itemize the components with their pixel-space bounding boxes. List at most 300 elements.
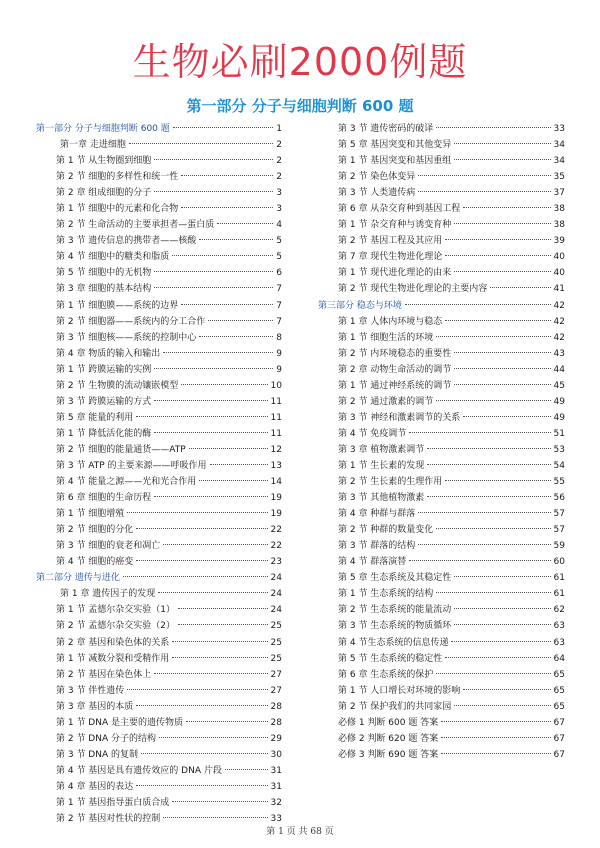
toc-right-column [318, 121, 565, 763]
toc-entry-label: 第 2 节 保护我们的共同家园 [338, 701, 452, 712]
toc-entry[interactable] [36, 298, 282, 314]
toc-entry-label: 第 2 节 基因对性状的控制 [56, 814, 161, 825]
toc-entry-label: 第 2 节 种群的数量变化 [338, 525, 434, 536]
dot-leader [463, 207, 550, 208]
toc-entry[interactable] [318, 185, 565, 201]
toc-entry-label: 第 4 节 基因是具有遗传效应的 DNA 片段 [56, 765, 222, 776]
toc-entry[interactable] [36, 651, 282, 667]
dot-leader [154, 368, 273, 369]
toc-entry[interactable] [36, 410, 282, 426]
toc-entry-label: 第 2 节 通过激素的调节 [338, 396, 434, 407]
toc-page-number: 4 [276, 220, 282, 231]
toc-page-number: 22 [270, 525, 282, 536]
toc-entry[interactable] [36, 763, 282, 779]
dot-leader [154, 432, 267, 433]
toc-entry[interactable] [318, 474, 565, 490]
toc-entry[interactable] [318, 362, 565, 378]
toc-entry-label: 第 2 节 细胞的分化 [56, 525, 134, 536]
toc-entry[interactable] [318, 635, 565, 651]
toc-entry-label: 第 1 节 细胞中的元素和化合物 [56, 204, 179, 215]
dot-leader [454, 159, 550, 160]
toc-page-number: 34 [553, 140, 565, 151]
dot-leader [173, 127, 274, 128]
toc-page-number: 2 [276, 172, 282, 183]
toc-entry-label: 第一部分 分子与细胞判断 600 题 [36, 124, 170, 134]
dot-leader [159, 737, 268, 738]
toc-page-number: 24 [270, 589, 282, 600]
toc-entry[interactable] [36, 137, 282, 153]
toc-page-number: 32 [270, 797, 282, 808]
toc-page-number: 3 [276, 188, 282, 199]
toc-entry-label: 第 4 章 物质的输入和输出 [56, 348, 161, 359]
toc-entry[interactable] [318, 378, 565, 394]
toc-entry[interactable] [36, 699, 282, 715]
toc-entry-label: 第 3 节 跨膜运输的方式 [56, 396, 152, 407]
toc-page-number: 10 [270, 380, 282, 391]
dot-leader [186, 721, 268, 722]
toc-part-entry[interactable] [36, 121, 282, 137]
toc-entry-label: 第 3 节 生态系统的物质循环 [338, 621, 452, 632]
toc-entry[interactable] [36, 586, 282, 602]
toc-entry[interactable] [318, 442, 565, 458]
toc-entry-label: 第 3 章 细胞的基本结构 [56, 284, 152, 295]
dot-leader [405, 304, 551, 305]
toc-entry-label: 第 3 节 遗传密码的破译 [338, 124, 434, 134]
dot-leader [123, 576, 268, 577]
dot-leader [154, 271, 273, 272]
dot-leader [454, 576, 550, 577]
toc-entry[interactable] [36, 394, 282, 410]
toc-page-number: 2 [276, 156, 282, 167]
dot-leader [181, 304, 273, 305]
toc-entry[interactable] [318, 217, 565, 233]
toc-entry[interactable] [318, 265, 565, 281]
toc-entry-label: 第 3 节 遗传信息的携带者——核酸 [56, 236, 197, 247]
dot-leader [454, 143, 550, 144]
toc-entry[interactable] [36, 618, 282, 634]
toc-page-number: 42 [553, 332, 565, 343]
toc-entry[interactable] [36, 249, 282, 265]
toc-entry-label: 第二部分 遗传与进化 [36, 573, 120, 584]
dot-leader [154, 400, 267, 401]
toc-entry-label: 第 4 节 能量之源——光和光合作用 [56, 477, 197, 488]
toc-entry[interactable] [318, 490, 565, 506]
toc-page-number: 53 [553, 444, 565, 455]
toc-page-number: 5 [276, 236, 282, 247]
toc-entry-label: 第 4 章 种群与群落 [338, 509, 416, 520]
toc-entry-label: 第 2 章 组成细胞的分子 [56, 188, 152, 199]
toc-entry[interactable] [36, 201, 282, 217]
toc-page-number: 1 [276, 124, 282, 134]
dot-leader [163, 352, 273, 353]
toc-entry[interactable] [36, 233, 282, 249]
toc-entry[interactable] [318, 169, 565, 185]
toc-entry[interactable] [318, 394, 565, 410]
toc-entry[interactable] [318, 618, 565, 634]
toc-entry-label: 第 1 节 细胞生活的环境 [338, 332, 434, 343]
dot-leader [154, 287, 273, 288]
toc-page-number: 60 [553, 557, 565, 568]
toc-page-number: 57 [553, 525, 565, 536]
toc-entry-label: 第 3 章 基因的本质 [56, 701, 134, 712]
toc-entry[interactable] [318, 667, 565, 683]
toc-entry[interactable] [36, 506, 282, 522]
toc-entry[interactable] [36, 683, 282, 699]
toc-page-number: 61 [553, 573, 565, 584]
dot-leader [490, 287, 550, 288]
toc-left-column [36, 121, 282, 827]
toc-entry-label: 第 2 节 孟德尔杂交实验（2） [56, 621, 176, 632]
toc-entry-label: 第 1 节 降低活化能的酶 [56, 428, 152, 439]
toc-entry-label: 第三部分 稳态与环境 [318, 300, 402, 311]
toc-page-number: 34 [553, 156, 565, 167]
dot-leader [154, 191, 273, 192]
toc-page-number: 28 [270, 717, 282, 728]
toc-entry[interactable] [318, 346, 565, 362]
toc-entry-label: 第 3 节 人类遗传病 [338, 188, 416, 199]
toc-page-number: 62 [553, 605, 565, 616]
toc-page-number: 65 [553, 701, 565, 712]
toc-page-number: 37 [553, 188, 565, 199]
toc-page-number: 67 [553, 733, 565, 744]
toc-entry[interactable] [318, 506, 565, 522]
dot-leader [136, 560, 267, 561]
toc-entry[interactable] [36, 314, 282, 330]
toc-entry-label: 第 5 章 基因突变和其他变异 [338, 140, 452, 151]
toc-page-number: 7 [276, 284, 282, 295]
toc-entry-label: 第 1 节 生态系统的结构 [338, 589, 434, 600]
dot-leader [136, 785, 267, 786]
toc-entry-label: 第 1 节 从生物圈到细胞 [56, 156, 152, 167]
toc-page-number: 28 [270, 701, 282, 712]
toc-entry-label: 第 1 章 遗传因子的发现 [60, 589, 156, 600]
toc-page-number: 44 [553, 364, 565, 375]
toc-page-number: 23 [270, 557, 282, 568]
toc-entry[interactable] [318, 201, 565, 217]
toc-entry-label: 第 4 章 基因的表达 [56, 781, 134, 792]
dot-leader [163, 817, 267, 818]
toc-page-number: 7 [276, 300, 282, 311]
toc-entry[interactable] [36, 281, 282, 297]
toc-page-number: 11 [270, 428, 282, 439]
toc-entry[interactable] [36, 265, 282, 281]
toc-entry[interactable] [36, 362, 282, 378]
dot-leader [136, 528, 267, 529]
toc-entry-label: 第一章 走进细胞 [60, 140, 126, 151]
toc-entry-label: 必修 2 判断 620 题 答案 [338, 733, 439, 744]
dot-leader [181, 384, 267, 385]
dot-leader [172, 255, 273, 256]
toc-entry[interactable] [318, 281, 565, 297]
dot-leader [427, 496, 550, 497]
dot-leader [418, 191, 550, 192]
toc-page-number: 9 [276, 364, 282, 375]
toc-entry[interactable] [318, 538, 565, 554]
toc-entry-label: 第 1 节 跨膜运输的实例 [56, 364, 152, 375]
dot-leader [225, 769, 268, 770]
toc-entry[interactable] [36, 602, 282, 618]
toc-page-number: 63 [553, 621, 565, 632]
toc-entry-label: 第 2 章 动物生命活动的调节 [338, 364, 452, 375]
toc-entry-label: 第 4 节 细胞中的糖类和脂质 [56, 252, 170, 263]
dot-leader [158, 592, 267, 593]
toc-entry[interactable] [318, 747, 565, 763]
toc-page-number: 13 [270, 460, 282, 471]
toc-page-number: 12 [270, 444, 282, 455]
toc-entry[interactable] [36, 554, 282, 570]
toc-page-number: 65 [553, 669, 565, 680]
toc-entry-label: 第 1 节 细胞膜——系统的边界 [56, 300, 179, 311]
dot-leader [441, 753, 550, 754]
toc-page-number: 30 [270, 749, 282, 760]
toc-entry[interactable] [318, 699, 565, 715]
toc-page-number: 24 [270, 605, 282, 616]
toc-page-number: 45 [553, 380, 565, 391]
toc-page-number: 31 [270, 765, 282, 776]
toc-page-number: 56 [553, 493, 565, 504]
toc-entry-label: 第 6 章 生态系统的保护 [338, 669, 434, 680]
toc-page-number: 67 [553, 717, 565, 728]
toc-entry-label: 必修 3 判断 690 题 答案 [338, 749, 439, 760]
toc-page-number: 2 [276, 140, 282, 151]
dot-leader [199, 336, 273, 337]
toc-entry-label: 第 2 节 生物膜的流动镶嵌模型 [56, 380, 179, 391]
dot-leader [436, 673, 550, 674]
toc-entry[interactable] [36, 522, 282, 538]
toc-entry-label: 第 5 章 生态系统及其稳定性 [338, 573, 452, 584]
toc-page-number: 19 [270, 509, 282, 520]
toc-page-number: 9 [276, 348, 282, 359]
dot-leader [454, 608, 550, 609]
toc-entry[interactable] [318, 153, 565, 169]
dot-leader [454, 624, 550, 625]
dot-leader [136, 416, 267, 417]
dot-leader [178, 624, 268, 625]
toc-page-number: 19 [270, 493, 282, 504]
section-subtitle: 第一部分 分子与细胞判断 600 题 [186, 97, 414, 115]
dot-leader [463, 416, 550, 417]
toc-page-number: 22 [270, 541, 282, 552]
toc-page-number: 8 [276, 332, 282, 343]
dot-leader [436, 528, 550, 529]
toc-page-number: 35 [553, 172, 565, 183]
dot-leader [445, 657, 550, 658]
toc-entry[interactable] [318, 715, 565, 731]
toc-entry-label: 第 1 节 现代进化理论的由来 [338, 268, 452, 279]
dot-leader [445, 255, 550, 256]
toc-entry[interactable] [36, 474, 282, 490]
dot-leader [463, 689, 550, 690]
toc-entry[interactable] [36, 330, 282, 346]
dot-leader [418, 175, 550, 176]
toc-entry-label: 第 2 节 生命活动的主要承担者—蛋白质 [56, 220, 215, 231]
toc-entry[interactable] [318, 410, 565, 426]
toc-entry-label: 第 6 章 细胞的生命历程 [56, 493, 152, 504]
toc-page-number: 40 [553, 268, 565, 279]
toc-entry-label: 第 3 节 神经和激素调节的关系 [338, 412, 461, 423]
toc-entry-label: 第 1 节 基因突变和基因重组 [338, 156, 452, 167]
toc-entry[interactable] [318, 330, 565, 346]
dot-leader [172, 801, 267, 802]
toc-entry[interactable] [318, 426, 565, 442]
toc-entry-label: 第 1 节 通过神经系统的调节 [338, 380, 452, 391]
toc-entry[interactable] [318, 121, 565, 137]
toc-entry[interactable] [36, 715, 282, 731]
toc-entry-label: 第 1 节 基因指导蛋白质合成 [56, 797, 170, 808]
toc-entry[interactable] [36, 747, 282, 763]
toc-entry[interactable] [36, 153, 282, 169]
dot-leader [445, 239, 550, 240]
toc-entry-label: 第 1 节 人口增长对环境的影响 [338, 685, 461, 696]
toc-entry-label: 第 4 节 群落演替 [338, 557, 407, 568]
dot-leader [199, 239, 273, 240]
toc-entry-label: 第 3 节 细胞核——系统的控制中心 [56, 332, 197, 343]
toc-entry-label: 第 1 节 杂交育种与诱变育种 [338, 220, 452, 231]
toc-part-entry[interactable] [36, 570, 282, 586]
toc-entry-label: 第 3 节 细胞的衰老和凋亡 [56, 541, 161, 552]
dot-leader [172, 641, 267, 642]
dot-leader [217, 223, 273, 224]
dot-leader [436, 336, 550, 337]
toc-page-number: 33 [270, 814, 282, 825]
toc-entry-label: 第 6 章 从杂交育种到基因工程 [338, 204, 461, 215]
toc-entry-label: 第 2 节 基因在染色体上 [56, 669, 152, 680]
toc-entry-label: 第 7 章 现代生物进化理论 [338, 252, 443, 263]
dot-leader [127, 689, 267, 690]
toc-page-number: 65 [553, 685, 565, 696]
toc-entry[interactable] [36, 217, 282, 233]
toc-entry[interactable] [36, 731, 282, 747]
toc-entry-label: 第 2 节 现代生物进化理论的主要内容 [338, 284, 488, 295]
dot-leader [127, 512, 267, 513]
toc-entry[interactable] [36, 426, 282, 442]
toc-page-number: 11 [270, 412, 282, 423]
toc-page-number: 64 [553, 653, 565, 664]
dot-leader [141, 753, 268, 754]
toc-page-number: 27 [270, 685, 282, 696]
toc-entry-label: 第 2 节 基因工程及其应用 [338, 236, 443, 247]
toc-entry[interactable] [318, 458, 565, 474]
toc-page-number: 7 [276, 316, 282, 327]
toc-entry-label: 第 1 节 细胞增殖 [56, 509, 125, 520]
toc-page-number: 42 [553, 300, 565, 311]
dot-leader [454, 368, 550, 369]
toc-entry[interactable] [36, 169, 282, 185]
toc-entry[interactable] [318, 249, 565, 265]
toc-entry[interactable] [318, 554, 565, 570]
toc-entry[interactable] [36, 795, 282, 811]
toc-page-number: 5 [276, 252, 282, 263]
toc-entry[interactable] [36, 458, 282, 474]
toc-entry[interactable] [36, 378, 282, 394]
toc-entry-label: 第 2 节 内环境稳态的重要性 [338, 348, 452, 359]
toc-page-number: 61 [553, 589, 565, 600]
dot-leader [409, 560, 550, 561]
toc-entry[interactable] [36, 442, 282, 458]
toc-entry[interactable] [318, 602, 565, 618]
toc-entry-label: 第 3 节 伴性遗传 [56, 685, 125, 696]
toc-page-number: 38 [553, 204, 565, 215]
toc-page-number: 54 [553, 460, 565, 471]
toc-entry[interactable] [36, 667, 282, 683]
toc-entry-label: 第 2 节 细胞的多样性和统一性 [56, 172, 179, 183]
dot-leader [418, 512, 550, 513]
toc-page-number: 39 [553, 236, 565, 247]
toc-entry[interactable] [318, 522, 565, 538]
toc-entry-label: 第 2 节 细胞的能量通货——ATP [56, 444, 186, 455]
dot-leader [418, 544, 550, 545]
toc-part-entry[interactable] [318, 298, 565, 314]
toc-page-number: 31 [270, 781, 282, 792]
toc-entry-label: 第 1 节 孟德尔杂交实验（1） [56, 605, 176, 616]
toc-page-number: 25 [270, 637, 282, 648]
toc-entry-label: 必修 1 判断 600 题 答案 [338, 717, 439, 728]
toc-entry-label: 第 2 节 染色体变异 [338, 172, 416, 183]
toc-entry[interactable] [36, 538, 282, 554]
toc-entry[interactable] [36, 185, 282, 201]
dot-leader [454, 352, 550, 353]
toc-entry[interactable] [318, 651, 565, 667]
toc-page-number: 11 [270, 396, 282, 407]
document-title: 生物必刷2000例题 [132, 40, 468, 84]
toc-page-number: 49 [553, 396, 565, 407]
toc-entry-label: 第 1 节 生长素的发现 [338, 460, 425, 471]
toc-page-number: 3 [276, 204, 282, 215]
dot-leader [136, 705, 267, 706]
toc-entry[interactable] [36, 779, 282, 795]
toc-entry[interactable] [318, 586, 565, 602]
dot-leader [451, 641, 550, 642]
toc-page-number: 42 [553, 316, 565, 327]
toc-page-number: 40 [553, 252, 565, 263]
toc-entry[interactable] [318, 233, 565, 249]
toc-entry[interactable] [36, 490, 282, 506]
dot-leader [454, 271, 550, 272]
toc-entry[interactable] [318, 731, 565, 747]
toc-entry[interactable] [36, 635, 282, 651]
dot-leader [409, 432, 550, 433]
dot-leader [436, 127, 550, 128]
dot-leader [445, 320, 550, 321]
toc-page-number: 14 [270, 477, 282, 488]
dot-leader [178, 608, 268, 609]
dot-leader [436, 592, 550, 593]
dot-leader [189, 448, 268, 449]
toc-page-number: 67 [553, 749, 565, 760]
dot-leader [154, 496, 267, 497]
toc-entry[interactable] [318, 683, 565, 699]
dot-leader [441, 721, 550, 722]
toc-entry-label: 第 3 节 ATP 的主要来源——呼吸作用 [56, 460, 207, 471]
dot-leader [210, 464, 268, 465]
dot-leader [436, 400, 550, 401]
dot-leader [208, 320, 273, 321]
toc-page-number: 55 [553, 477, 565, 488]
dot-leader [199, 480, 267, 481]
toc-entry[interactable] [36, 346, 282, 362]
toc-page-number: 57 [553, 509, 565, 520]
toc-page-number: 29 [270, 733, 282, 744]
toc-entry[interactable] [318, 137, 565, 153]
toc-entry[interactable] [318, 314, 565, 330]
toc-entry-label: 第 5 节 生态系统的稳定性 [338, 653, 443, 664]
toc-page-number: 6 [276, 268, 282, 279]
toc-page-number: 25 [270, 653, 282, 664]
toc-page-number: 43 [553, 348, 565, 359]
toc-entry[interactable] [318, 570, 565, 586]
toc-entry-label: 第 1 章 人体内环境与稳态 [338, 316, 443, 327]
dot-leader [441, 737, 550, 738]
